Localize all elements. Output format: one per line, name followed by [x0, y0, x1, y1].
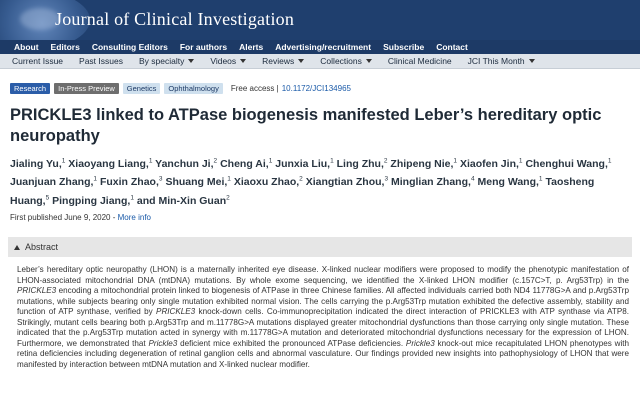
gene-name: Prickle3	[148, 338, 178, 348]
author-name: Fuxin Zhao,	[99, 176, 159, 188]
author-name: Pingping Jiang,	[52, 194, 131, 207]
author[interactable]	[68, 158, 152, 170]
gene-name: PRICKLE3	[156, 307, 196, 316]
author-affiliation: 3	[158, 175, 163, 183]
author-affiliation: 1	[518, 157, 523, 164]
chevron-down-icon	[529, 59, 535, 63]
author[interactable]	[460, 158, 523, 170]
author[interactable]	[10, 158, 65, 170]
abstract-segment: deficient mice exhibited the pronounced ATPase deficiencies.	[177, 338, 406, 348]
nav-reviews[interactable]	[262, 56, 304, 66]
abstract-heading: Abstract	[25, 242, 59, 252]
secondary-nav	[0, 54, 640, 69]
tag-in-press-preview[interactable]: In-Press Preview	[54, 83, 119, 94]
author[interactable]	[220, 158, 272, 170]
author[interactable]	[155, 158, 217, 170]
author-affiliation: 3	[384, 175, 389, 183]
author-name: Minglian Zhang,	[391, 176, 471, 188]
author[interactable]	[390, 158, 457, 170]
nav-jci-this-month-label: JCI This Month	[467, 56, 525, 66]
tag-genetics[interactable]: Genetics	[123, 83, 161, 94]
gene-name: Prickle3	[405, 338, 435, 348]
nav-editors[interactable]: Editors	[50, 42, 80, 52]
nav-advertising[interactable]: Advertising/recruitment	[275, 42, 372, 52]
author-name: Xiangtian Zhou,	[305, 176, 385, 188]
author-affiliation: 1	[268, 157, 273, 164]
chevron-down-icon	[366, 59, 372, 63]
author[interactable]	[306, 176, 388, 188]
header-logo-highlight	[20, 8, 60, 30]
tag-ophthalmology[interactable]: Ophthalmology	[164, 83, 222, 94]
nav-subscribe[interactable]: Subscribe	[383, 42, 425, 52]
nav-about[interactable]: About	[14, 42, 39, 52]
published-line	[10, 213, 151, 222]
nav-clinical-medicine-label: Clinical Medicine	[387, 56, 452, 66]
nav-past-issues[interactable]	[79, 56, 123, 66]
nav-past-issues-label: Past Issues	[79, 56, 123, 66]
author-affiliation: 1	[93, 175, 98, 183]
abstract-text	[17, 265, 629, 370]
nav-current-issue-label: Current Issue	[12, 56, 64, 66]
abstract-segment: knock-down cells. Co-immunoprecipitation indicated the direct interaction of PRICKLE3 with ATP synthase via ATP8. Strikingly, mutant cells bearing both p.Arg53Trp and m.11778G>A mutations displayed greater mitochondrial dysfunctions than those carrying only single mutation. These indicated that the p.Arg53Trp mutation acted in synergy with m.11778G>A mutation and deteriorated mitochondrial dysfunctions necessary for the expression of LHON. Furthermore, we demonstrated that	[17, 307, 629, 348]
author[interactable]	[275, 158, 333, 170]
more-info-link[interactable]: More info	[117, 213, 151, 222]
author-affiliation: 2	[299, 175, 303, 183]
author[interactable]	[165, 176, 230, 188]
primary-nav	[0, 40, 640, 54]
author-affiliation: 1	[130, 194, 134, 201]
article-title: PRICKLE3 linked to ATPase biogenesis manifested Leber’s hereditary optic neuropathy	[10, 106, 602, 145]
nav-consulting-editors[interactable]: Consulting Editors	[91, 42, 168, 52]
nav-videos[interactable]	[210, 56, 246, 66]
abstract-segment: knock-out mice recapitulated LHON phenotypes with retina deficiencies including degeneration of retinal ganglion cells and abnormal vasculature. Our findings provided new insights into pathophysiology of LHON that were manifested by interaction between mtDNA mutation and X-linked nuclear modifier.	[17, 338, 630, 369]
author-name: Yanchun Ji,	[155, 157, 214, 170]
abstract-toggle[interactable]	[8, 237, 632, 257]
article-tags	[10, 82, 351, 94]
author[interactable]	[137, 195, 230, 207]
author[interactable]	[234, 176, 303, 188]
author[interactable]	[391, 176, 475, 188]
nav-jci-this-month[interactable]	[468, 56, 535, 66]
author-affiliation: 1	[61, 157, 66, 164]
author-name: Xiaoxu Zhao,	[233, 176, 300, 188]
author[interactable]	[477, 176, 542, 188]
author-affiliation: 1	[453, 157, 458, 164]
author[interactable]	[337, 158, 388, 170]
nav-alerts[interactable]: Alerts	[239, 42, 264, 52]
chevron-down-icon	[298, 59, 304, 63]
author[interactable]	[52, 195, 134, 207]
collapse-triangle-icon	[14, 245, 20, 250]
gene-name: PRICKLE3	[17, 286, 57, 295]
nav-collections-label: Collections	[320, 56, 362, 66]
author-affiliation: 5	[45, 194, 50, 201]
nav-reviews-label: Reviews	[262, 56, 295, 66]
chevron-down-icon	[188, 59, 194, 63]
author-affiliation: 1	[538, 175, 543, 183]
site-header	[0, 0, 640, 40]
free-access-label	[231, 84, 351, 93]
author-affiliation: 4	[470, 175, 475, 183]
author-name: Meng Wang,	[477, 176, 539, 188]
author-name: Juanjuan Zhang,	[10, 176, 94, 188]
nav-for-authors[interactable]: For authors	[179, 42, 228, 52]
free-access-text: Free access |	[230, 83, 279, 93]
published-date: First published June 9, 2020 -	[10, 213, 116, 222]
author-affiliation: 2	[213, 157, 218, 164]
nav-by-specialty-label: By specialty	[138, 56, 185, 66]
author[interactable]	[525, 158, 611, 170]
author[interactable]	[10, 176, 97, 188]
author-name: Taosheng Huang,	[10, 176, 595, 207]
author-affiliation: 1	[330, 157, 334, 164]
chevron-down-icon	[240, 59, 246, 63]
tag-research[interactable]: Research	[10, 83, 50, 94]
author-affiliation: 2	[383, 157, 388, 164]
author-name: Zhipeng Nie,	[390, 157, 454, 170]
nav-current-issue[interactable]	[12, 56, 63, 66]
author-name: Jialing Yu,	[10, 157, 62, 170]
author-name: Ling Zhu,	[336, 157, 384, 170]
author-name: and Min-Xin Guan	[136, 194, 227, 207]
journal-title[interactable]: Journal of Clinical Investigation	[55, 9, 295, 29]
nav-contact[interactable]: Contact	[436, 42, 468, 52]
doi-link[interactable]: 10.1172/JCI134965	[281, 83, 351, 93]
nav-videos-label: Videos	[210, 56, 237, 66]
author-name: Xiaofen Jin,	[459, 157, 519, 170]
abstract-segment: encoding a mitochondrial protein linked to biogenesis of ATPase in three Chinese families. All affected individuals carried both ND4 11778G>A and p.Arg53Trp mutations, while subjects bearing only single mutation exhibited normal vision. The cells carrying the p.Arg53Trp mutation exhibited the defective assembly, stability and function of ATP synthase, verified by	[17, 286, 629, 316]
author-name: Junxia Liu,	[275, 157, 331, 170]
nav-by-specialty[interactable]	[139, 56, 194, 66]
author-name: Shuang Mei,	[165, 176, 228, 188]
author-affiliation: 1	[607, 157, 612, 164]
author-affiliation: 1	[227, 175, 231, 183]
nav-clinical-medicine[interactable]	[388, 56, 452, 66]
author-list	[10, 153, 630, 209]
author[interactable]	[100, 176, 163, 188]
author-name: Cheng Ai,	[220, 157, 269, 170]
abstract-segment: Leber’s hereditary optic neuropathy (LHON) is a maternally inherited eye disease. X-linked nuclear modifiers were proposed to modify the phenotypic manifestation of LHON-associated mitochondrial DNA (mtDNA) mutations. By whole exome sequencing, we identified the X-linked LHON modifier (c.157C>T, p. Arg53Trp) in the	[17, 265, 629, 285]
nav-collections[interactable]	[320, 56, 372, 66]
author-affiliation: 1	[148, 157, 153, 164]
author-name: Chenghui Wang,	[525, 157, 608, 170]
author-name: Xiaoyang Liang,	[68, 157, 149, 170]
author-affiliation: 2	[226, 194, 230, 201]
